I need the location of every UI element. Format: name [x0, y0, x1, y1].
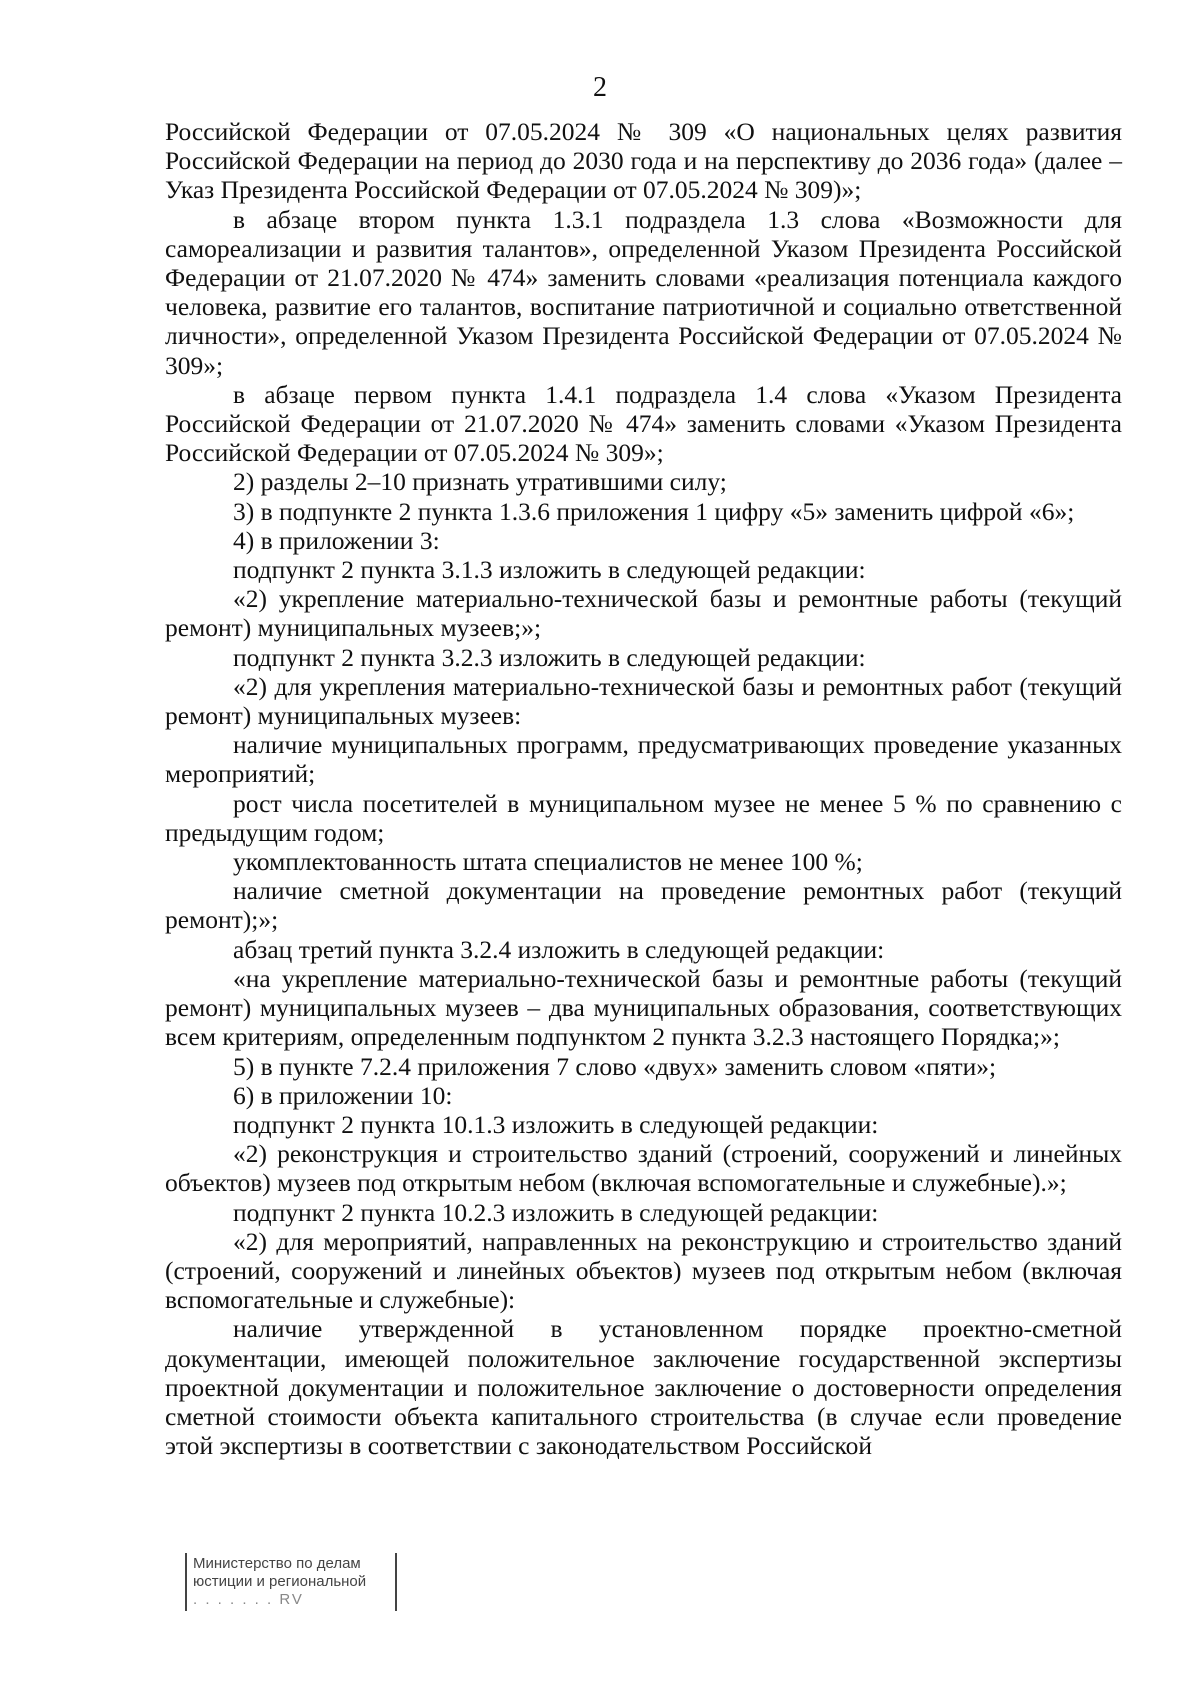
- paragraph: в абзаце втором пункта 1.3.1 подраздела 1.3 слова «Возможности для самореализации и развития талантов», определенной Указом Президента Российской Федерации от 21.07.2020 № 474» заменить словами «реализация потенциала каждого человека, развитие его талантов, воспитание патриотичной и социально ответственной личности», определенной Указом Президента Российской Федерации от 07.05.2024 № 309»;: [165, 204, 1122, 380]
- paragraph: рост числа посетителей в муниципальном музее не менее 5 % по сравнению с предыдущим годом;: [165, 788, 1122, 847]
- paragraph: «2) для мероприятий, направленных на реконструкцию и строительство зданий (строений, сооружений и линейных объектов) музеев под открытым небом (включая вспомогательные и служебные):: [165, 1226, 1122, 1315]
- paragraph: «2) укрепление материально-технической базы и ремонтные работы (текущий ремонт) муниципальных музеев;»;: [165, 584, 1122, 643]
- paragraph: наличие утвержденной в установленном порядке проектно-сметной документации, имеющей положительное заключение государственной экспертизы проектной документации и положительное заключение о достоверности определения сметной стоимости объекта капитального строительства (в случае если проведение этой экспертизы в соответствии с законодательством Российской: [165, 1314, 1122, 1461]
- stamp-line: юстиции и региональной: [193, 1573, 367, 1590]
- paragraph: абзац третий пункта 3.2.4 изложить в следующей редакции:: [233, 934, 885, 964]
- paragraph: подпункт 2 пункта 10.2.3 изложить в следующей редакции:: [233, 1197, 879, 1227]
- paragraph: Российской Федерации от 07.05.2024 № 309 «О национальных целях развития Российской Федерации на период до 2030 года и на перспективу до 2036 года» (далее – Указ Президента Российской Федерации от 07.05.2024 № 309)»;: [165, 117, 1122, 205]
- document-body: [165, 117, 1122, 1460]
- paragraph: 4) в приложении 3:: [233, 525, 440, 555]
- paragraph: в абзаце первом пункта 1.4.1 подраздела 1.4 слова «Указом Президента Российской Федерации от 21.07.2020 № 474» заменить словами «Указом Президента Российской Федерации от 07.05.2024 № 309»;: [165, 379, 1122, 468]
- paragraph: подпункт 2 пункта 10.1.3 изложить в следующей редакции:: [233, 1109, 879, 1139]
- paragraph: «2) для укрепления материально-технической базы и ремонтных работ (текущий ремонт) муниципальных музеев:: [165, 671, 1122, 731]
- paragraph: наличие сметной документации на проведение ремонтных работ (текущий ремонт);»;: [165, 876, 1122, 935]
- stamp-line: Министерство по делам: [193, 1555, 361, 1572]
- paragraph: подпункт 2 пункта 3.1.3 изложить в следующей редакции:: [233, 555, 866, 585]
- paragraph: 6) в приложении 10:: [233, 1080, 453, 1110]
- paragraph: 2) разделы 2–10 признать утратившими силу;: [233, 467, 727, 497]
- paragraph: 3) в подпункте 2 пункта 1.3.6 приложения 1 цифру «5» заменить цифрой «6»;: [233, 496, 1075, 526]
- stamp-line: . . . . . . . RV: [193, 1591, 304, 1608]
- registration-stamp: [185, 1553, 397, 1611]
- page-number: 2: [593, 72, 607, 103]
- paragraph: «на укрепление материально-технической базы и ремонтные работы (текущий ремонт) муниципальных музеев – два муниципальных образования, соответствующих всем критериям, определенным подпунктом 2 пункта 3.2.3 настоящего Порядка;»;: [165, 963, 1122, 1052]
- paragraph: наличие муниципальных программ, предусматривающих проведение указанных мероприятий;: [165, 730, 1122, 789]
- paragraph: 5) в пункте 7.2.4 приложения 7 слово «двух» заменить словом «пяти»;: [233, 1051, 997, 1081]
- paragraph: подпункт 2 пункта 3.2.3 изложить в следующей редакции:: [233, 642, 866, 672]
- paragraph: «2) реконструкция и строительство зданий (строений, сооружений и линейных объектов) музеев под открытым небом (включая вспомогательные и служебные).»;: [165, 1139, 1122, 1198]
- paragraph: укомплектованность штата специалистов не менее 100 %;: [233, 847, 863, 877]
